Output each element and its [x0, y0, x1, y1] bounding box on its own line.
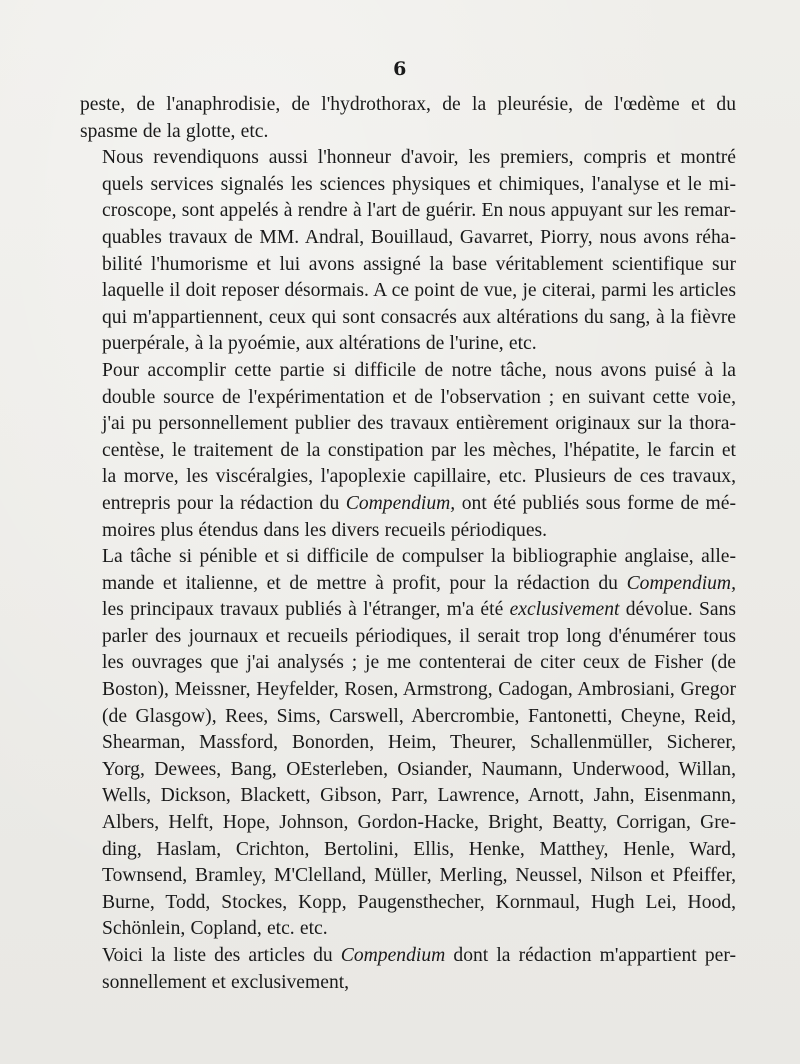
paragraph — [80, 92, 736, 145]
text-line: la morve, les viscéralgies, l'apoplexie capillaire, etc. Plusieurs de ces travaux, — [102, 466, 736, 488]
text-line: Pour accomplir cette partie si difficile de notre tâche, nous avons puisé à la — [102, 359, 736, 381]
text-line: Wells, Dickson, Blackett, Gibson, Parr, Lawrence, Arnott, Jahn, Eisenmann, — [102, 785, 736, 807]
text-line: Shearman, Massford, Bonorden, Heim, Theurer, Schallenmüller, Sicherer, — [102, 732, 736, 754]
text-line: moires plus étendus dans les divers recueils périodiques. — [102, 519, 548, 541]
text-line: spasme de la glotte, etc. — [80, 120, 269, 142]
body-text — [80, 92, 736, 996]
text-line: Boston), Meissner, Heyfelder, Rosen, Armstrong, Cadogan, Ambrosiani, Gregor — [102, 679, 736, 701]
text-line: bilité l'humorisme et lui avons assigné la base véritablement scientifique sur — [102, 253, 736, 275]
text-line: parler des journaux et recueils périodiques, il serait trop long d'énumérer tous — [102, 625, 736, 647]
text-line: quables travaux de MM. Andral, Bouillaud, Gavarret, Piorry, nous avons réha- — [102, 226, 736, 248]
text-line: double source de l'expérimentation et de l'observation ; en suivant cette voie, — [102, 386, 736, 408]
text-line: quels services signalés les sciences physiques et chimiques, l'analyse et le mi- — [102, 173, 736, 195]
paragraph — [80, 145, 736, 358]
text-line: Nous revendiquons aussi l'honneur d'avoir, les premiers, compris et montré — [102, 147, 736, 169]
text-line: les ouvrages que j'ai analysés ; je me contenterai de citer ceux de Fisher (de — [102, 652, 736, 674]
text-line: mande et italienne, et de mettre à profit, pour la rédaction du Compendium, — [102, 572, 736, 594]
text-line: laquelle il doit reposer désormais. A ce point de vue, je citerai, parmi les articles — [102, 280, 736, 302]
paragraph — [80, 544, 736, 943]
text-line: sonnellement et exclusivement, — [102, 971, 350, 993]
paragraph — [80, 358, 736, 544]
text-line: centèse, le traitement de la constipation par les mèches, l'hépatite, le farcin et — [102, 439, 736, 461]
text-line: Townsend, Bramley, M'Clelland, Müller, Merling, Neussel, Nilson et Pfeiffer, — [102, 865, 736, 887]
text-line: croscope, sont appelés à rendre à l'art de guérir. En nous appuyant sur les remar- — [102, 200, 736, 222]
text-line: j'ai pu personnellement publier des travaux entièrement originaux sur la thora- — [102, 413, 736, 435]
text-line: Yorg, Dewees, Bang, OEsterleben, Osiander, Naumann, Underwood, Willan, — [102, 758, 736, 780]
page-number: 6 — [393, 58, 407, 80]
text-line: entrepris pour la rédaction du Compendium, ont été publiés sous forme de mé- — [102, 492, 736, 514]
text-line: ding, Haslam, Crichton, Bertolini, Ellis, Henke, Matthey, Henle, Ward, — [102, 838, 736, 860]
text-line: peste, de l'anaphrodisie, de l'hydrothorax, de la pleurésie, de l'œdème et du — [80, 94, 736, 115]
text-line: puerpérale, à la pyoémie, aux altérations de l'urine, etc. — [102, 333, 537, 355]
text-line: Schönlein, Copland, etc. etc. — [102, 918, 328, 940]
text-line: qui m'appartiennent, ceux qui sont consacrés aux altérations du sang, à la fièvre — [102, 306, 736, 328]
text-line: Voici la liste des articles du Compendium dont la rédaction m'appartient per- — [102, 945, 736, 966]
text-line: Albers, Helft, Hope, Johnson, Gordon-Hacke, Bright, Beatty, Corrigan, Gre- — [102, 812, 736, 834]
text-line: La tâche si pénible et si difficile de compulser la bibliographie anglaise, alle- — [102, 546, 736, 568]
text-line: Burne, Todd, Stockes, Kopp, Paugensthecher, Kornmaul, Hugh Lei, Hood, — [102, 891, 736, 913]
text-line: les principaux travaux publiés à l'étranger, m'a été exclusivement dévolue. Sans — [102, 599, 736, 621]
paragraph — [80, 943, 736, 996]
text-line: (de Glasgow), Rees, Sims, Carswell, Abercrombie, Fantonetti, Cheyne, Reid, — [102, 705, 736, 727]
